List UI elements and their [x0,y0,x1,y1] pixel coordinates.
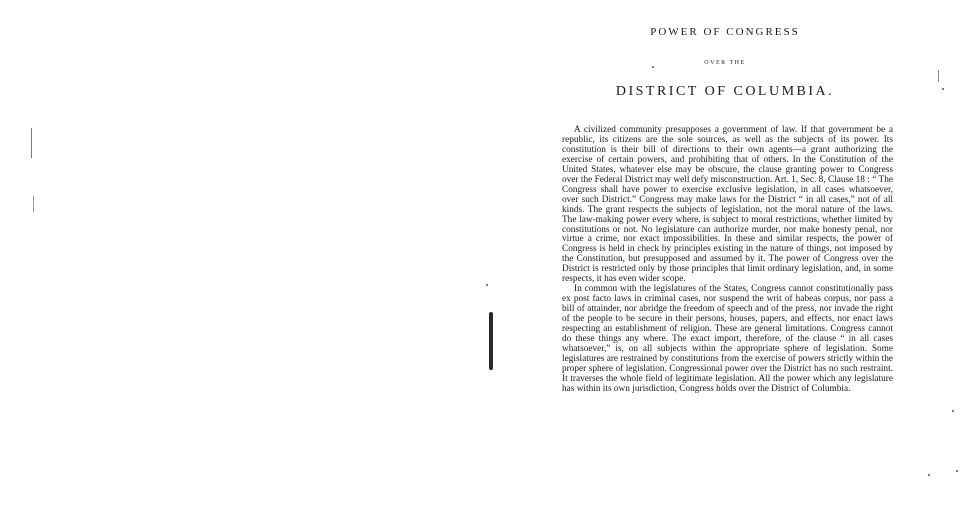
heading-power-of-congress: POWER OF CONGRESS [650,26,800,38]
scan-artifact-dot [928,474,930,476]
scan-artifact-dot [956,470,958,472]
scan-artifact-dot [952,410,954,412]
heading-district-of-columbia: DISTRICT OF COLUMBIA. [615,84,835,99]
scan-artifact-dot [486,284,488,286]
heading-over-the: OVER THE [704,60,746,66]
scan-artifact-dot [652,66,654,68]
scan-artifact-mark [33,196,34,212]
paragraph: A civilized community presupposes a government of law. If that government be a republic, its citizens are the sole sources, as well as the subjects of its power. Its constitution is their bill of directions to their own agents—a grant authorizing the exercise of certain powers, and prohibiting that of others. In the Constitution of the United States, whatever else may be obscure, the clause granting power to Congress over the Federal District may well defy misconstruction. Art. 1, Sec. 8, Clause 18 : “ The Congress shall have power to exercise exclusive legislation, in all cases whatsoever, over such District.” Congress may make laws for the District “ in all cases,” not of all kinds. The grant respects the subjects of legislation, not the moral nature of the laws. The law-making power every where, is subject to moral restrictions, whether limited by constitutions or not. No legislature can authorize murder, nor make honesty penal, nor virtue a crime, nor exact impossibilities. In these and similar respects, the power of Congress is held in check by principles existing in the nature of things, not imposed by the Constitution, but presupposed and assumed by it. The power of Congress over the District is restricted only by those principles that limit ordinary legislation, and, in some respects, it has even wider scope. [562,125,893,285]
page-fold-shadow [489,312,493,370]
paragraph: In common with the legislatures of the States, Congress cannot constitutionally pass ex post facto laws in criminal cases, nor suspend the writ of habeas corpus, nor pass a bill of attainder, nor abridge the freedom of speech and of the press, nor invade the right of the people to be secure in their persons, houses, papers, and effects, nor enact laws respecting an establishment of religion. These are general limitations. Congress cannot do these things any where. The exact import, therefore, of the clause “ in all cases whatsoever,” is, on all subjects within the appropriate sphere of legislation. Some legislatures are restrained by constitutions from the exercise of powers strictly within the proper sphere of legislation. Congressional power over the District has no such restraint. It traverses the whole field of legitimate legislation. All the power which any legislature has within its own jurisdiction, Congress holds over the District of Columbia. [562,284,893,394]
scan-artifact-mark [31,128,32,158]
scan-artifact-dot [942,88,944,90]
scan-artifact-mark [938,70,939,82]
body-text [562,126,893,395]
